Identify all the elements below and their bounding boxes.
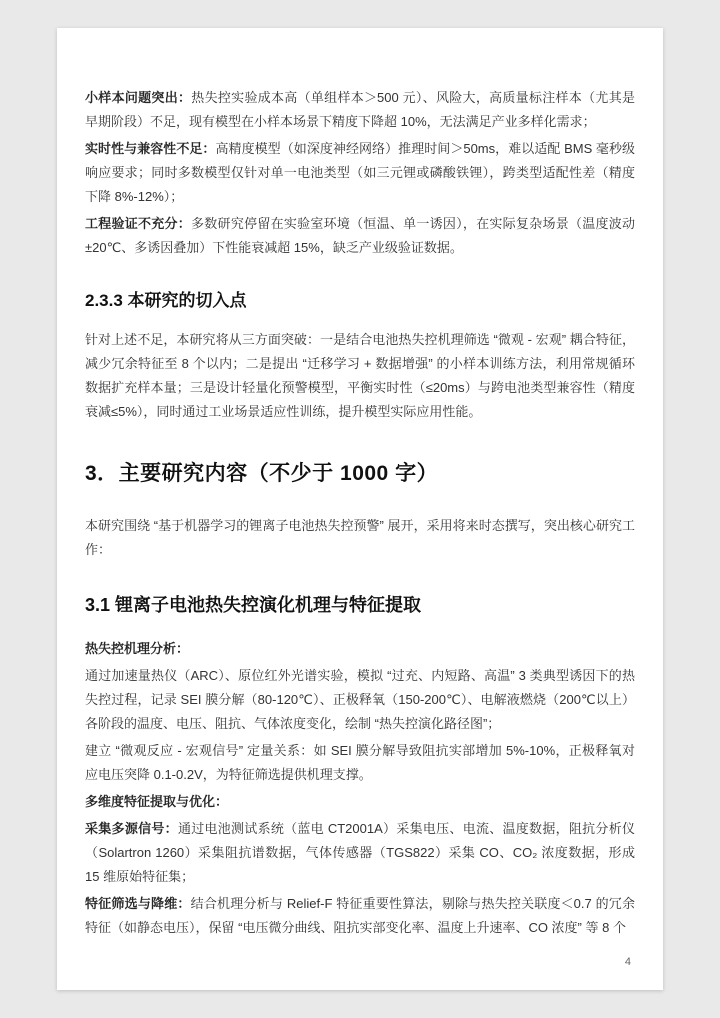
heading-3-1: 3.1 锂离子电池热失控演化机理与特征提取 <box>85 595 422 615</box>
block1-paragraph-arc-experiment: 通过加速量热仪（ARC）、原位红外光谱实验，模拟 “过充、内短路、高温” 3 类典型诱因下的热失控过程，记录 SEI 膜分解（80-120℃）、正极释氧（150-200℃）、电解液燃烧（200℃以上）各阶段的温度、电压、阻抗、气体浓度变化，绘制 “热失控演化路径图”； <box>85 668 635 731</box>
heading-3-main-research-content: 3．主要研究内容（不少于 1000 字） <box>85 462 439 485</box>
issue-label-engineering-validation: 工程验证不充分： <box>85 216 192 231</box>
heading-2-3-3: 2.3.3 本研究的切入点 <box>85 291 247 310</box>
issue-text-engineering-validation: 多数研究停留在实验室环境（恒温、单一诱因），在实际复杂场景（温度波动±20℃、多诱因叠加）下性能衰减超 15%，缺乏产业级验证数据。 <box>85 216 635 255</box>
issue-paragraph-realtime-compat <box>85 137 635 209</box>
block2-paragraph-multisource-signals <box>85 817 635 889</box>
block2-label-feature-screening: 特征筛选与降维： <box>85 896 191 911</box>
block2-text-feature-screening: 结合机理分析与 Relief-F 特征重要性算法，剔除与热失控关联度＜0.7 的冗余特征（如静态电压），保留 “电压微分曲线、阻抗实部变化率、温度上升速率、CO 浓度” 等 8 个 <box>85 896 635 935</box>
paragraph-3-intro: 本研究围绕 “基于机器学习的锂离子电池热失控预警” 展开，采用将来时态撰写，突出核心研究工作： <box>85 518 635 557</box>
block1-title-label: 热失控机理分析： <box>85 641 190 656</box>
block1-paragraph-quantitative-relation: 建立 “微观反应 - 宏观信号” 定量关系：如 SEI 膜分解导致阻抗实部增加 5%-10%，正极释氧对应电压突降 0.1-0.2V，为特征筛选提供机理支撑。 <box>85 743 635 782</box>
issue-paragraph-small-sample <box>85 86 635 134</box>
issue-text-realtime-compat: 高精度模型（如深度神经网络）推理时间＞50ms，难以适配 BMS 毫秒级响应要求；同时多数模型仅针对单一电池类型（如三元锂或磷酸铁锂），跨类型适配性差（精度下降 8%-12%）； <box>85 141 635 204</box>
block1-title-mechanism-analysis <box>85 637 635 661</box>
page-number: 4 <box>624 956 631 968</box>
block2-title-feature-extraction <box>85 790 635 814</box>
issue-text-small-sample: 热失控实验成本高（单组样本＞500 元）、风险大，高质量标注样本（尤其是早期阶段）不足，现有模型在小样本场景下精度下降超 10%，无法满足产业多样化需求； <box>85 90 635 129</box>
issue-label-realtime-compat: 实时性与兼容性不足： <box>85 141 216 156</box>
issue-label-small-sample: 小样本问题突出： <box>85 90 192 105</box>
block2-label-multisource-signals: 采集多源信号： <box>85 821 178 836</box>
document-page <box>57 28 663 990</box>
block2-paragraph-feature-screening <box>85 892 635 940</box>
issue-paragraph-engineering-validation <box>85 212 635 260</box>
paragraph-2-3-3-body: 针对上述不足，本研究将从三方面突破：一是结合电池热失控机理筛选 “微观 - 宏观” 耦合特征，减少冗余特征至 8 个以内；二是提出 “迁移学习 + 数据增强” 的小样本训练方法，利用常规循环数据扩充样本量；三是设计轻量化预警模型，平衡实时性（≤20ms）与跨电池类型兼容性（精度衰减≤5%），同时通过工业场景适应性训练，提升模型实际应用性能。 <box>85 332 635 419</box>
block2-title-label: 多维度特征提取与优化： <box>85 794 229 809</box>
block2-text-multisource-signals: 通过电池测试系统（蓝电 CT2001A）采集电压、电流、温度数据，阻抗分析仪（Solartron 1260）采集阻抗谱数据，气体传感器（TGS822）采集 CO、CO₂ 浓度数据，形成 15 维原始特征集； <box>85 821 635 884</box>
